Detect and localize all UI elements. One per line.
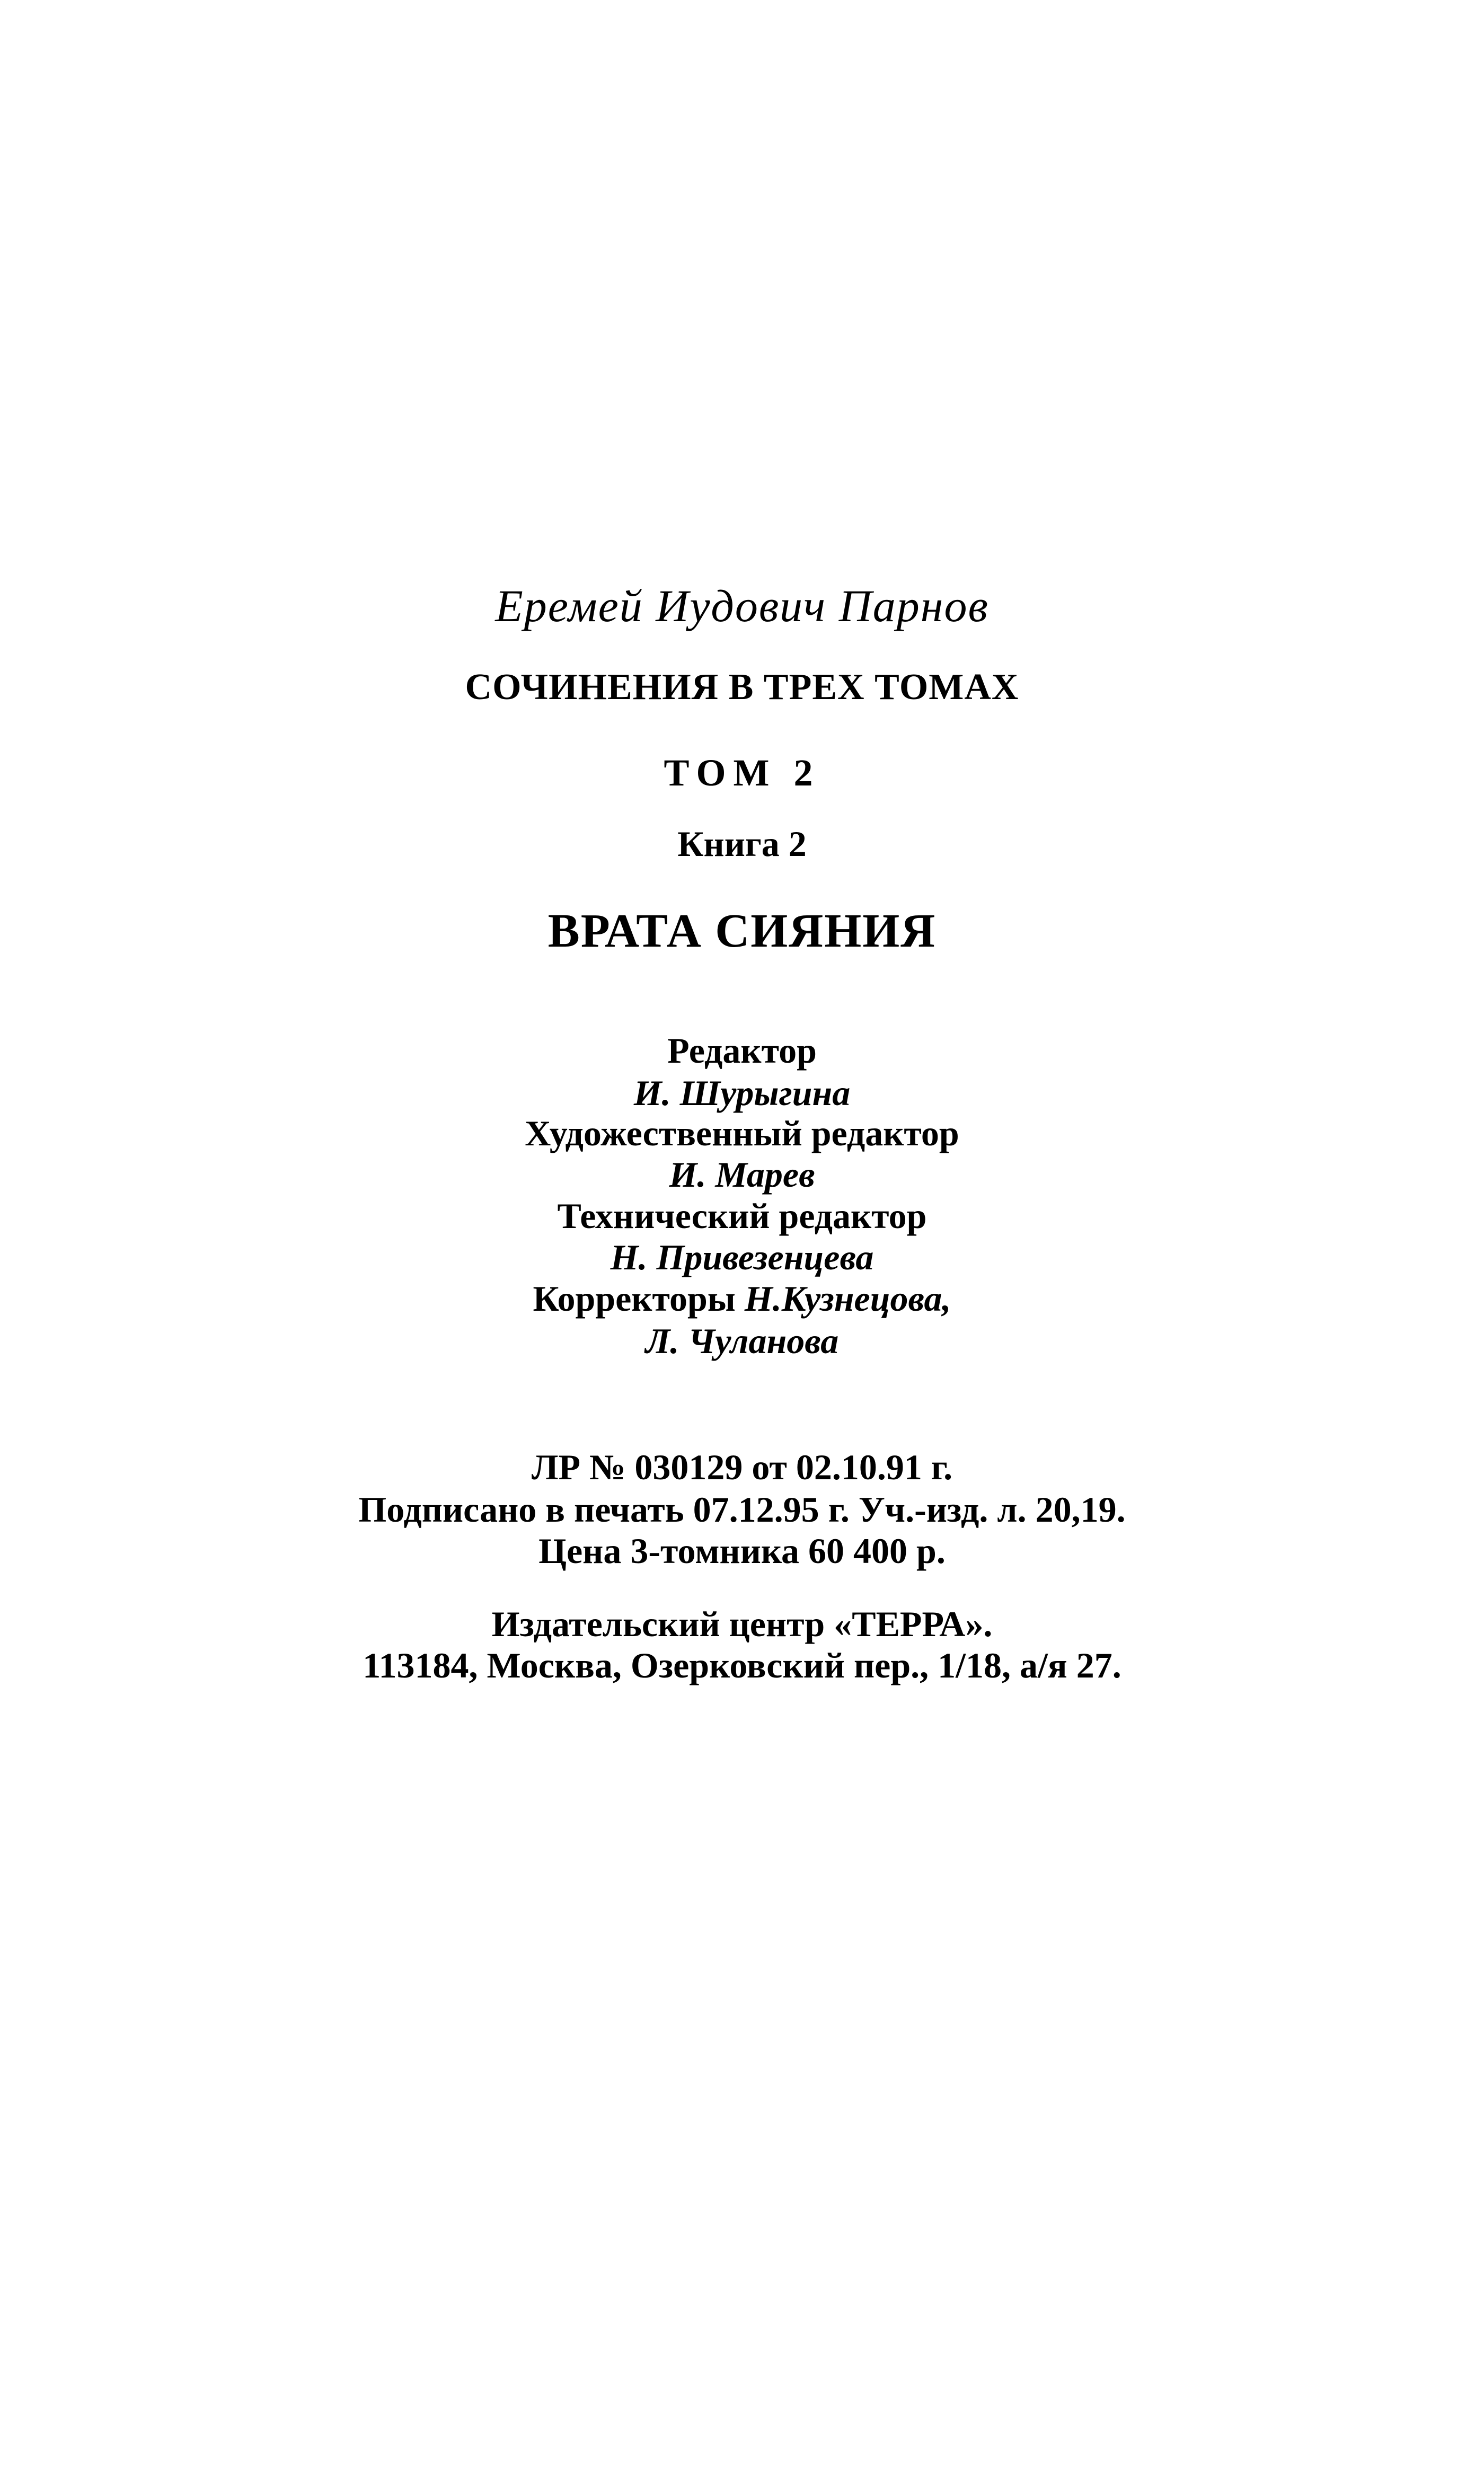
price-line: Цена 3-томника 60 400 р. bbox=[538, 1531, 946, 1571]
art-editor-label: Художественный редактор bbox=[525, 1113, 959, 1153]
editor-name: И. Шурыгина bbox=[633, 1073, 851, 1113]
tech-editor-name: Н. Привезенцева bbox=[610, 1237, 874, 1277]
tech-editor-label: Технический редактор bbox=[557, 1196, 927, 1236]
proofreader-2-name: Л. Чуланова bbox=[645, 1321, 839, 1361]
work-title: ВРАТА СИЯНИЯ bbox=[547, 905, 937, 957]
signed-line: Подписано в печать 07.12.95 г. Уч.-изд. л. 20,19. bbox=[358, 1489, 1126, 1530]
proofreaders-label: Корректоры bbox=[533, 1278, 736, 1319]
author-name: Еремей Иудович Парнов bbox=[495, 580, 989, 631]
editor-label: Редактор bbox=[667, 1030, 817, 1071]
art-editor-name: И. Марев bbox=[669, 1154, 815, 1195]
publisher-line: Издательский центр «ТЕРРА». bbox=[491, 1604, 993, 1644]
series-title: СОЧИНЕНИЯ В ТРЕХ ТОМАХ bbox=[465, 667, 1019, 708]
license-line: ЛР № 030129 от 02.10.91 г. bbox=[531, 1447, 953, 1487]
volume-number: ТОМ 2 bbox=[664, 752, 820, 794]
proofreader-1-name: Н.Кузнецова, bbox=[744, 1278, 951, 1319]
proofreaders-line bbox=[0, 1278, 1484, 1319]
book-number: Книга 2 bbox=[677, 824, 807, 864]
address-line: 113184, Москва, Озерковский пер., 1/18, а/я 27. bbox=[363, 1645, 1121, 1685]
